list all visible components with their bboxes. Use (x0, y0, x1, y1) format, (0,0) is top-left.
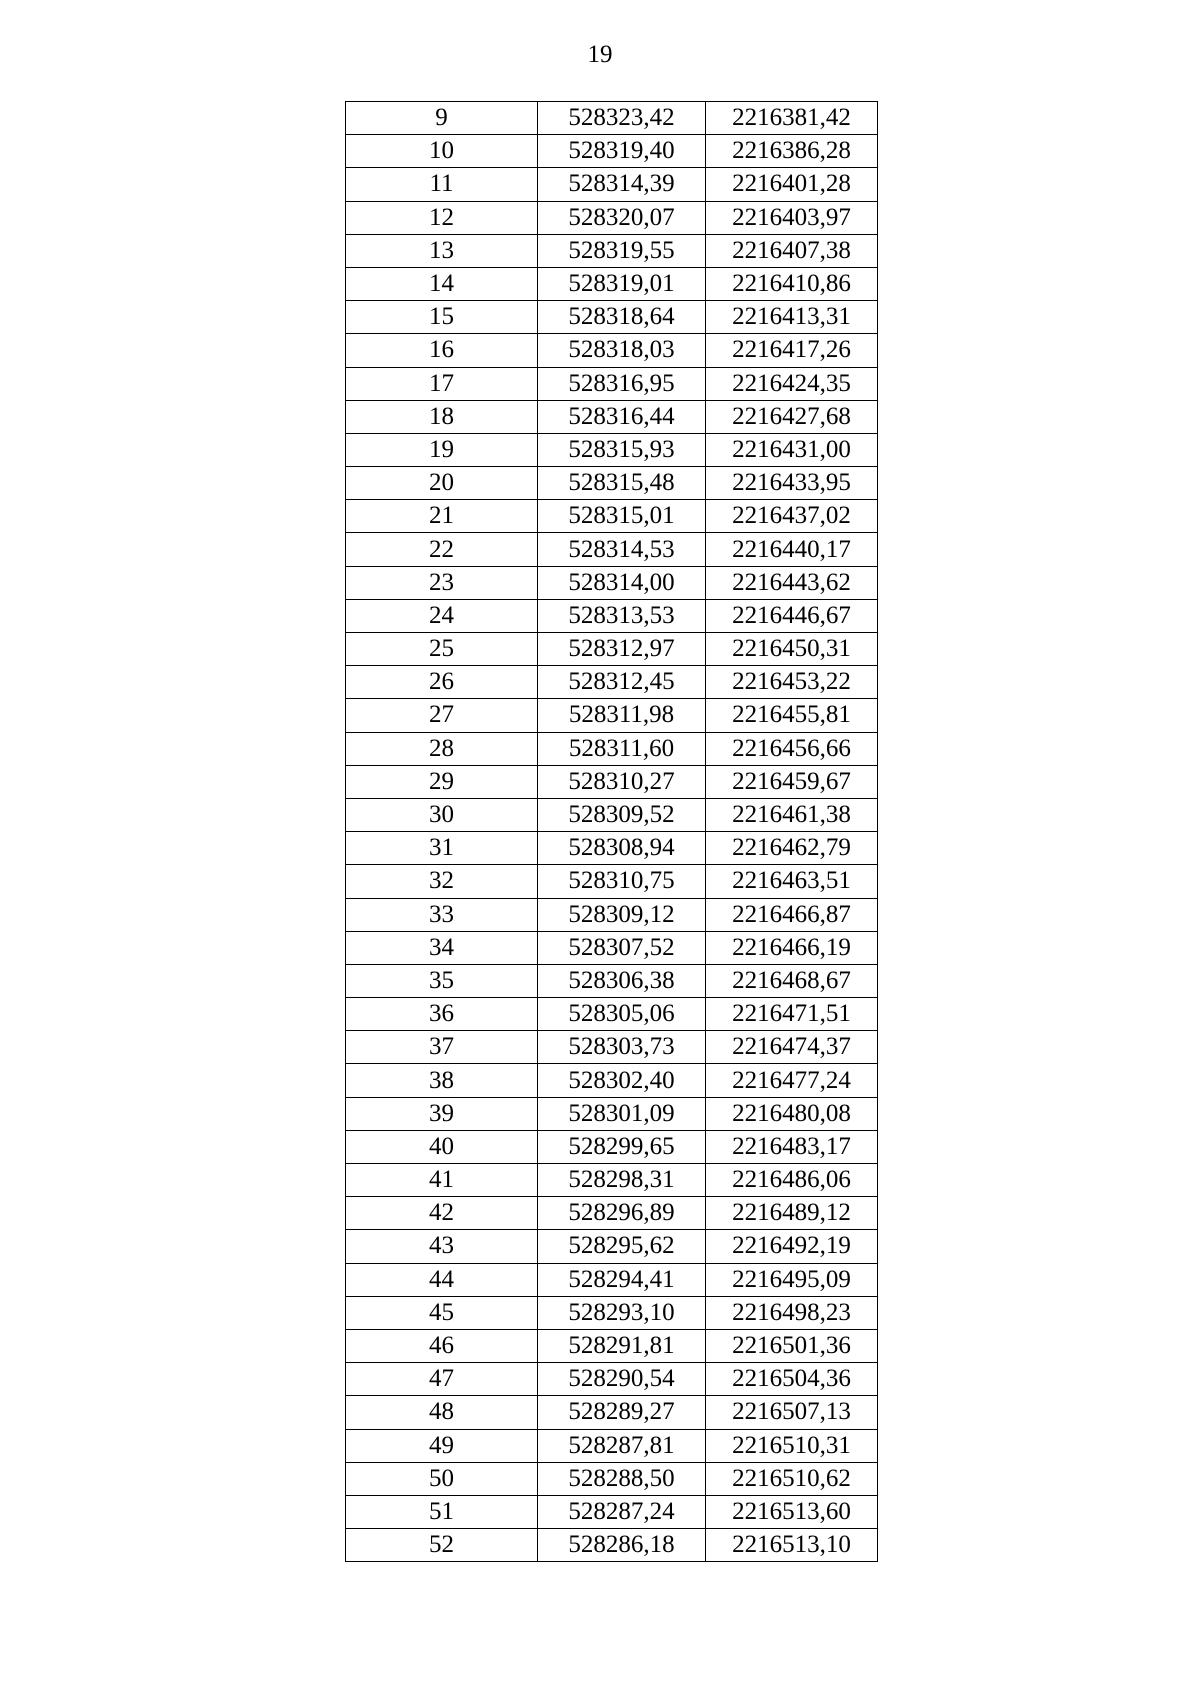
table-row (346, 931, 878, 964)
x-coordinate-cell: 528309,12 (538, 898, 706, 931)
y-coordinate-cell: 2216410,86 (706, 267, 878, 300)
x-coordinate-cell: 528307,52 (538, 931, 706, 964)
table-row (346, 798, 878, 831)
y-coordinate-cell: 2216477,24 (706, 1064, 878, 1097)
point-number-cell: 19 (346, 433, 538, 466)
y-coordinate-cell: 2216381,42 (706, 102, 878, 135)
point-number-cell: 37 (346, 1031, 538, 1064)
table-row (346, 964, 878, 997)
x-coordinate-cell: 528314,00 (538, 566, 706, 599)
y-coordinate-cell: 2216504,36 (706, 1363, 878, 1396)
table-row (346, 301, 878, 334)
y-coordinate-cell: 2216461,38 (706, 798, 878, 831)
x-coordinate-cell: 528290,54 (538, 1363, 706, 1396)
table-row (346, 135, 878, 168)
point-number-cell: 52 (346, 1529, 538, 1562)
x-coordinate-cell: 528308,94 (538, 832, 706, 865)
x-coordinate-cell: 528320,07 (538, 201, 706, 234)
table-row (346, 699, 878, 732)
point-number-cell: 17 (346, 367, 538, 400)
y-coordinate-cell: 2216437,02 (706, 500, 878, 533)
x-coordinate-cell: 528302,40 (538, 1064, 706, 1097)
table-row (346, 1495, 878, 1528)
table-row (346, 1164, 878, 1197)
point-number-cell: 45 (346, 1296, 538, 1329)
x-coordinate-cell: 528318,64 (538, 301, 706, 334)
table-row (346, 1296, 878, 1329)
y-coordinate-cell: 2216455,81 (706, 699, 878, 732)
table-row (346, 433, 878, 466)
x-coordinate-cell: 528315,01 (538, 500, 706, 533)
y-coordinate-cell: 2216492,19 (706, 1230, 878, 1263)
point-number-cell: 34 (346, 931, 538, 964)
coordinates-table (345, 101, 878, 1562)
x-coordinate-cell: 528286,18 (538, 1529, 706, 1562)
x-coordinate-cell: 528294,41 (538, 1263, 706, 1296)
table-row (346, 1329, 878, 1362)
y-coordinate-cell: 2216413,31 (706, 301, 878, 334)
y-coordinate-cell: 2216427,68 (706, 400, 878, 433)
y-coordinate-cell: 2216510,62 (706, 1462, 878, 1495)
x-coordinate-cell: 528313,53 (538, 599, 706, 632)
table-row (346, 1263, 878, 1296)
y-coordinate-cell: 2216443,62 (706, 566, 878, 599)
table-row (346, 334, 878, 367)
x-coordinate-cell: 528291,81 (538, 1329, 706, 1362)
y-coordinate-cell: 2216424,35 (706, 367, 878, 400)
y-coordinate-cell: 2216507,13 (706, 1396, 878, 1429)
table-row (346, 367, 878, 400)
point-number-cell: 25 (346, 633, 538, 666)
x-coordinate-cell: 528315,48 (538, 467, 706, 500)
table-row (346, 1363, 878, 1396)
page-number: 19 (587, 41, 613, 68)
table-row (346, 566, 878, 599)
x-coordinate-cell: 528303,73 (538, 1031, 706, 1064)
y-coordinate-cell: 2216468,67 (706, 964, 878, 997)
y-coordinate-cell: 2216513,60 (706, 1495, 878, 1528)
x-coordinate-cell: 528314,53 (538, 533, 706, 566)
table-row (346, 533, 878, 566)
x-coordinate-cell: 528310,27 (538, 765, 706, 798)
table-row (346, 102, 878, 135)
point-number-cell: 12 (346, 201, 538, 234)
table-row (346, 832, 878, 865)
table-row (346, 1064, 878, 1097)
point-number-cell: 43 (346, 1230, 538, 1263)
table-row (346, 1529, 878, 1562)
y-coordinate-cell: 2216474,37 (706, 1031, 878, 1064)
y-coordinate-cell: 2216440,17 (706, 533, 878, 566)
table-row (346, 765, 878, 798)
table-row (346, 234, 878, 267)
point-number-cell: 48 (346, 1396, 538, 1429)
table-row (346, 467, 878, 500)
y-coordinate-cell: 2216486,06 (706, 1164, 878, 1197)
x-coordinate-cell: 528310,75 (538, 865, 706, 898)
x-coordinate-cell: 528314,39 (538, 168, 706, 201)
table-row (346, 168, 878, 201)
point-number-cell: 40 (346, 1130, 538, 1163)
point-number-cell: 47 (346, 1363, 538, 1396)
x-coordinate-cell: 528323,42 (538, 102, 706, 135)
x-coordinate-cell: 528287,24 (538, 1495, 706, 1528)
point-number-cell: 51 (346, 1495, 538, 1528)
y-coordinate-cell: 2216483,17 (706, 1130, 878, 1163)
table-row (346, 666, 878, 699)
table-row (346, 599, 878, 632)
y-coordinate-cell: 2216489,12 (706, 1197, 878, 1230)
point-number-cell: 36 (346, 998, 538, 1031)
table-row (346, 400, 878, 433)
y-coordinate-cell: 2216403,97 (706, 201, 878, 234)
x-coordinate-cell: 528311,98 (538, 699, 706, 732)
x-coordinate-cell: 528301,09 (538, 1097, 706, 1130)
x-coordinate-cell: 528293,10 (538, 1296, 706, 1329)
x-coordinate-cell: 528319,40 (538, 135, 706, 168)
table-row (346, 898, 878, 931)
y-coordinate-cell: 2216446,67 (706, 599, 878, 632)
point-number-cell: 35 (346, 964, 538, 997)
table-row (346, 500, 878, 533)
x-coordinate-cell: 528318,03 (538, 334, 706, 367)
x-coordinate-cell: 528296,89 (538, 1197, 706, 1230)
x-coordinate-cell: 528311,60 (538, 732, 706, 765)
point-number-cell: 27 (346, 699, 538, 732)
point-number-cell: 39 (346, 1097, 538, 1130)
y-coordinate-cell: 2216456,66 (706, 732, 878, 765)
y-coordinate-cell: 2216433,95 (706, 467, 878, 500)
y-coordinate-cell: 2216495,09 (706, 1263, 878, 1296)
y-coordinate-cell: 2216498,23 (706, 1296, 878, 1329)
x-coordinate-cell: 528316,95 (538, 367, 706, 400)
point-number-cell: 24 (346, 599, 538, 632)
y-coordinate-cell: 2216466,19 (706, 931, 878, 964)
x-coordinate-cell: 528305,06 (538, 998, 706, 1031)
x-coordinate-cell: 528289,27 (538, 1396, 706, 1429)
point-number-cell: 23 (346, 566, 538, 599)
x-coordinate-cell: 528319,01 (538, 267, 706, 300)
y-coordinate-cell: 2216407,38 (706, 234, 878, 267)
y-coordinate-cell: 2216466,87 (706, 898, 878, 931)
x-coordinate-cell: 528306,38 (538, 964, 706, 997)
x-coordinate-cell: 528295,62 (538, 1230, 706, 1263)
table-row (346, 1130, 878, 1163)
x-coordinate-cell: 528298,31 (538, 1164, 706, 1197)
table-row (346, 1031, 878, 1064)
table-row (346, 865, 878, 898)
x-coordinate-cell: 528309,52 (538, 798, 706, 831)
x-coordinate-cell: 528312,45 (538, 666, 706, 699)
point-number-cell: 10 (346, 135, 538, 168)
point-number-cell: 38 (346, 1064, 538, 1097)
x-coordinate-cell: 528312,97 (538, 633, 706, 666)
x-coordinate-cell: 528287,81 (538, 1429, 706, 1462)
point-number-cell: 15 (346, 301, 538, 334)
coordinates-table-body (346, 102, 878, 1562)
point-number-cell: 44 (346, 1263, 538, 1296)
point-number-cell: 14 (346, 267, 538, 300)
table-row (346, 1429, 878, 1462)
y-coordinate-cell: 2216459,67 (706, 765, 878, 798)
point-number-cell: 49 (346, 1429, 538, 1462)
point-number-cell: 26 (346, 666, 538, 699)
x-coordinate-cell: 528299,65 (538, 1130, 706, 1163)
point-number-cell: 30 (346, 798, 538, 831)
y-coordinate-cell: 2216450,31 (706, 633, 878, 666)
y-coordinate-cell: 2216463,51 (706, 865, 878, 898)
point-number-cell: 9 (346, 102, 538, 135)
y-coordinate-cell: 2216431,00 (706, 433, 878, 466)
point-number-cell: 31 (346, 832, 538, 865)
point-number-cell: 46 (346, 1329, 538, 1362)
table-row (346, 1097, 878, 1130)
point-number-cell: 13 (346, 234, 538, 267)
y-coordinate-cell: 2216401,28 (706, 168, 878, 201)
table-row (346, 201, 878, 234)
table-row (346, 1396, 878, 1429)
y-coordinate-cell: 2216453,22 (706, 666, 878, 699)
table-row (346, 1462, 878, 1495)
x-coordinate-cell: 528316,44 (538, 400, 706, 433)
point-number-cell: 22 (346, 533, 538, 566)
x-coordinate-cell: 528319,55 (538, 234, 706, 267)
point-number-cell: 16 (346, 334, 538, 367)
point-number-cell: 33 (346, 898, 538, 931)
point-number-cell: 42 (346, 1197, 538, 1230)
point-number-cell: 18 (346, 400, 538, 433)
y-coordinate-cell: 2216417,26 (706, 334, 878, 367)
table-row (346, 998, 878, 1031)
y-coordinate-cell: 2216510,31 (706, 1429, 878, 1462)
point-number-cell: 29 (346, 765, 538, 798)
point-number-cell: 20 (346, 467, 538, 500)
y-coordinate-cell: 2216480,08 (706, 1097, 878, 1130)
y-coordinate-cell: 2216513,10 (706, 1529, 878, 1562)
x-coordinate-cell: 528288,50 (538, 1462, 706, 1495)
point-number-cell: 50 (346, 1462, 538, 1495)
table-row (346, 633, 878, 666)
y-coordinate-cell: 2216471,51 (706, 998, 878, 1031)
table-row (346, 1230, 878, 1263)
point-number-cell: 11 (346, 168, 538, 201)
y-coordinate-cell: 2216501,36 (706, 1329, 878, 1362)
table-row (346, 732, 878, 765)
point-number-cell: 32 (346, 865, 538, 898)
point-number-cell: 28 (346, 732, 538, 765)
x-coordinate-cell: 528315,93 (538, 433, 706, 466)
table-row (346, 267, 878, 300)
y-coordinate-cell: 2216386,28 (706, 135, 878, 168)
point-number-cell: 21 (346, 500, 538, 533)
table-row (346, 1197, 878, 1230)
point-number-cell: 41 (346, 1164, 538, 1197)
y-coordinate-cell: 2216462,79 (706, 832, 878, 865)
